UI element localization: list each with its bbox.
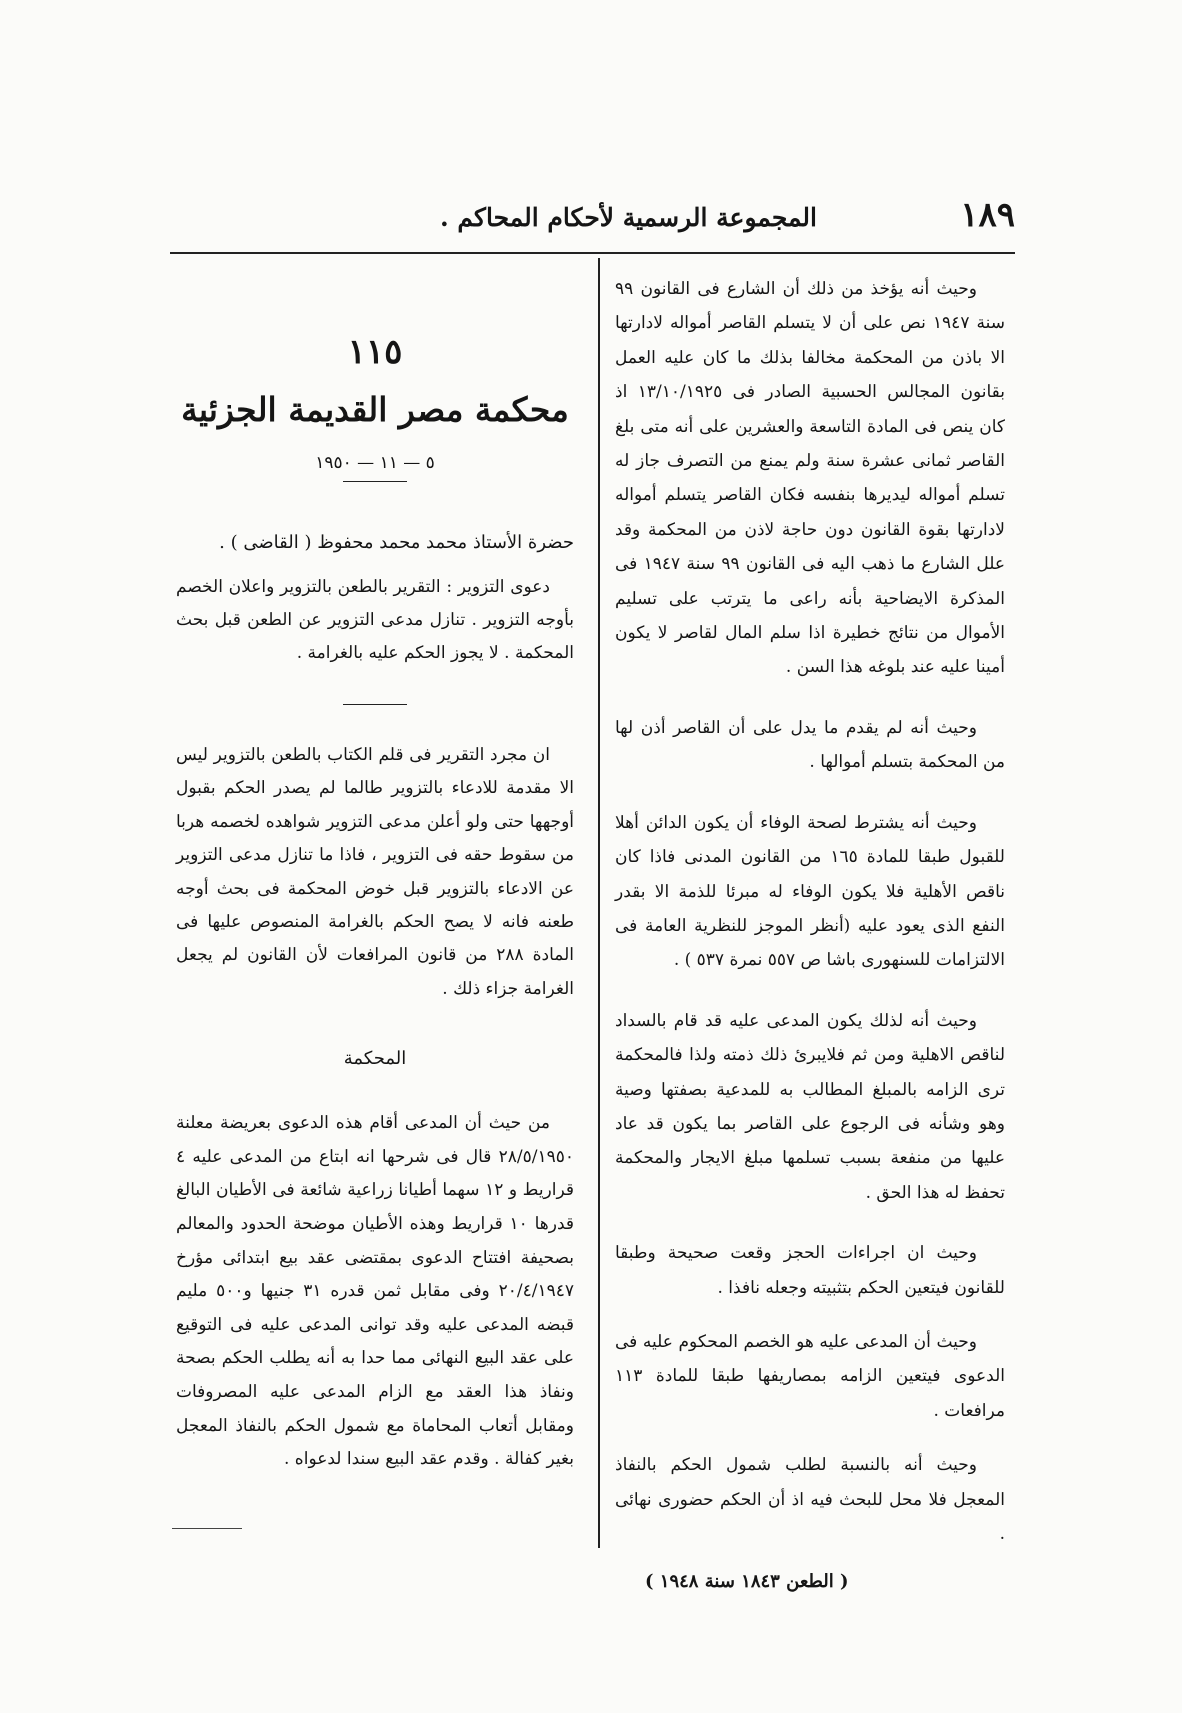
legal-summary: ان مجرد التقرير فى قلم الكتاب بالطعن بالتزوير ليس الا مقدمة للادعاء بالتزوير طالما لم يصدر الحكم بقبول أوجهها حتى ولو أعلن مدعى التزوير شواهده لخصمه هربا من سقوط حقه فى التزوير ، فاذا ما تنازل مدعى التزوير عن الادعاء بالتزوير قبل خوض المحكمة فى بحث أوجه طعنه فانه لا يصح الحكم بالغرامة المنصوص عليها فى المادة ٢٨٨ من قانون المرافعات لأن القانون لم يجعل الغرامة جزاء ذلك . (176, 745, 574, 999)
page-header (170, 195, 1015, 243)
case-number: ١١٥ (347, 332, 403, 372)
paragraph: وحيث أنه لم يقدم ما يدل على أن القاصر أذن لها من المحكمة بتسلم أموالها . (615, 717, 1005, 773)
column-divider (598, 258, 600, 1548)
left-column (176, 320, 574, 1477)
section-heading: المحكمة (343, 1048, 407, 1070)
corner-mark (172, 1528, 242, 1529)
headnote: دعوى التزوير : التقرير بالطعن بالتزوير واعلان الخصم بأوجه التزوير . تنازل مدعى التزوير عن الطعن قبل بحث المحكمة . لا يجوز الحكم عليه بالغرامة . (176, 577, 574, 663)
header-rule (170, 252, 1015, 254)
paragraph: وحيث أنه يشترط لصحة الوفاء أن يكون الدائن أهلا للقبول طبقا للمادة ١٦٥ من القانون المدنى فاذا كان ناقص الأهلية فلا يكون الوفاء له مبرئا للذمة الا بقدر النفع الذى يعود عليه (أنظر الموجز للنظرية العامة فى الالتزامات للسنهورى باشا ص ٥٥٧ نمرة ٥٣٧ ) . (615, 812, 1005, 971)
mid-rule (343, 704, 407, 705)
right-column (615, 272, 1005, 1592)
page-number: ١٨٩ (960, 195, 1015, 235)
short-rule (343, 481, 407, 482)
paragraph: وحيث أنه يؤخذ من ذلك أن الشارع فى القانون ٩٩ سنة ١٩٤٧ نص على أن لا يتسلم القاصر أمواله لادارتها الا باذن من المحكمة مخالفا بذلك ما كان عليه العمل بقانون المجالس الحسبية الصادر فى ١٣/١٠/١٩٢٥ اذ كان ينص فى المادة التاسعة والعشرين على أنه متى بلغ القاصر ثمانى عشرة سنة ولم يمنع من التصرف جاز له تسلم أمواله ليديرها بنفسه فكان القاصر يتسلم أمواله لادارتها بقوة القانون دون حاجة لاذن من المحكمة وقد علل الشارع ما ذهب اليه فى القانون ٩٩ سنة ١٩٤٧ فى المذكرة الايضاحية بأنه راعى ما يترتب على تسليم الأموال من نتائج خطيرة اذا سلم المال لقاصر لا يكون أمينا عليه عند بلوغه هذا السن . (615, 279, 1006, 678)
court-name: محكمة مصر القديمة الجزئية (181, 390, 569, 429)
judgment-body: من حيث أن المدعى أقام هذه الدعوى بعريضة معلنة ٢٨/٥/١٩٥٠ قال فى شرحها انه ابتاع من المدعى عليه ٤ قراريط و ١٢ سهما أطيانا زراعية شائعة فى الأطيان البالغ قدرها ١٠ قراريط وهذه الأطيان موضحة الحدود والمعالم بصحيفة افتتاح الدعوى بمقتضى عقد بيع ابتدائى مؤرخ ٢٠/٤/١٩٤٧ وفى مقابل ثمن قدره ٣١ جنيها و٥٠٠ مليم قبضه المدعى عليه وقد توانى المدعى عليه فى التوقيع على عقد البيع النهائى مما حدا به أنه يطلب الحكم بصحة ونفاذ هذا العقد مع الزام المدعى عليه المصروفات ومقابل أتعاب المحاماة مع شمول الحكم بالنفاذ المعجل بغير كفالة . وقدم عقد البيع سندا لدعواه . (176, 1113, 575, 1470)
paragraph: وحيث ان اجراءات الحجز وقعت صحيحة وطبقا للقانون فيتعين الحكم بتثبيته وجعله نافذا . (615, 1243, 1005, 1298)
case-date: ٥ — ١١ — ١٩٥٠ (315, 453, 435, 473)
case-citation: ( الطعن ١٨٤٣ سنة ١٩٤٨ ) (645, 1571, 849, 1593)
paragraph: وحيث أنه لذلك يكون المدعى عليه قد قام بالسداد لناقص الاهلية ومن ثم فلايبرئ ذلك ذمته ولذا فالمحكمة ترى الزامه بالمبلغ المطالب به للمدعية بصفتها وصية وهو وشأنه فى الرجوع على القاصر بما يكون قد عاد عليها من منفعة بسبب تسلمها مبلغ الايجار والمحكمة تحفظ له هذا الحق . (615, 1010, 1005, 1203)
running-head: المجموعة الرسمية لأحكام المحاكم . (440, 203, 817, 232)
judge-line: حضرة الأستاذ محمد محمد محفوظ ( القاضى ) . (219, 532, 574, 553)
paragraph: وحيث أنه بالنسبة لطلب شمول الحكم بالنفاذ المعجل فلا محل للبحث فيه اذ أن الحكم حضورى نهائى . (615, 1455, 1005, 1544)
paragraph: وحيث أن المدعى عليه هو الخصم المحكوم عليه فى الدعوى فيتعين الزامه بمصاريفها طبقا للمادة ١١٣ مرافعات . (615, 1331, 1005, 1421)
